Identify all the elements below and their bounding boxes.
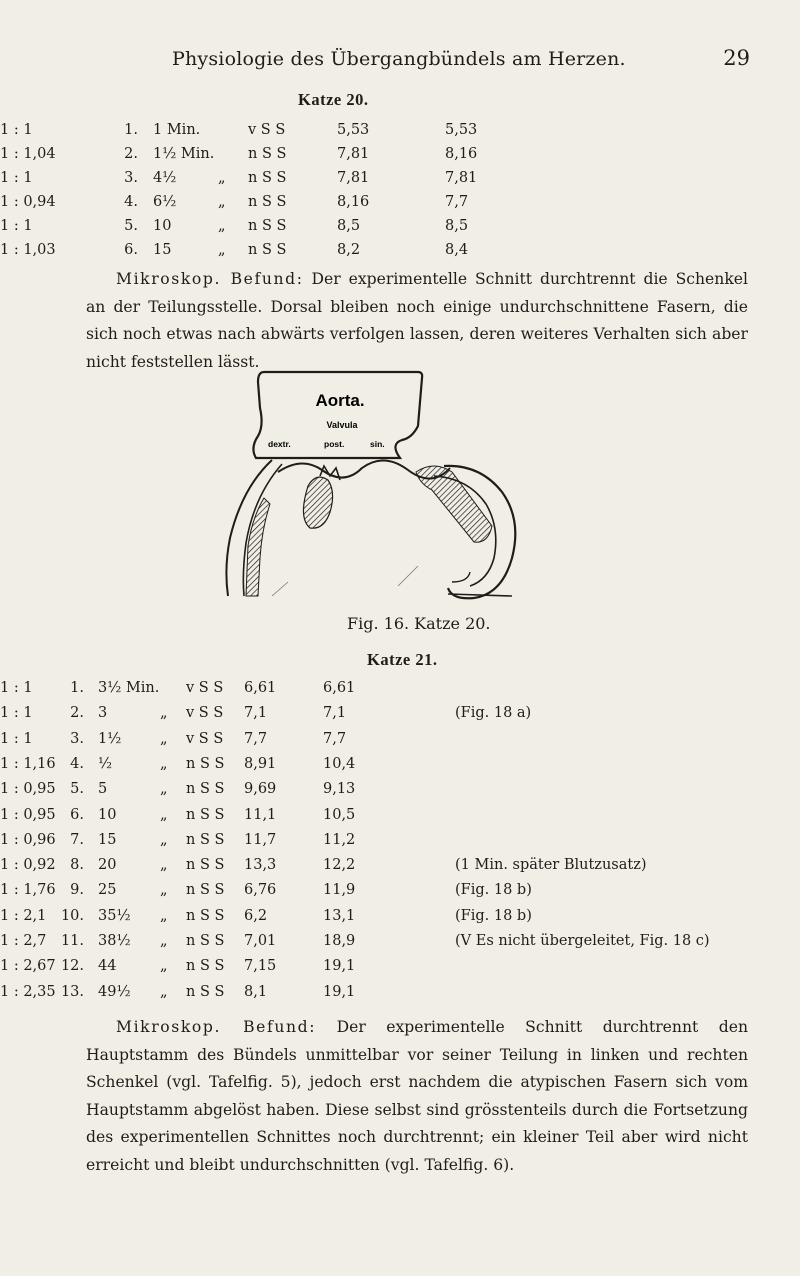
figure-16 bbox=[212, 368, 542, 600]
cell-ratio: 1 : 2,67 bbox=[0, 958, 56, 975]
cell-tu: „ bbox=[160, 806, 168, 823]
cell-ss: n S S bbox=[186, 806, 225, 823]
cell-time: 3 bbox=[98, 705, 108, 722]
cell-ss: n S S bbox=[248, 146, 287, 162]
cell-ratio: 1 : 0,94 bbox=[0, 194, 56, 210]
cell-time: 1 Min. bbox=[153, 122, 201, 138]
table-row bbox=[0, 731, 800, 753]
table-row bbox=[0, 122, 800, 144]
cell-time: 44 bbox=[98, 958, 117, 975]
cell-ss: v S S bbox=[186, 730, 224, 747]
cell-v2: 10,4 bbox=[323, 755, 356, 772]
cell-no: 11. bbox=[60, 933, 84, 949]
label-valvula: Valvula bbox=[326, 420, 358, 430]
cell-time: 3½ Min. bbox=[98, 680, 160, 696]
paragraph-lead: Mikroskop. Befund: bbox=[116, 270, 304, 288]
paragraph-lead: Mikroskop. Befund: bbox=[116, 1018, 317, 1036]
cell-tu: „ bbox=[160, 882, 168, 899]
cell-v1: 13,3 bbox=[244, 857, 277, 874]
cell-ratio: 1 : 0,95 bbox=[0, 806, 56, 823]
cell-time: 38½ bbox=[98, 933, 131, 949]
cell-no: 1. bbox=[70, 680, 84, 696]
cell-ratio: 1 : 1 bbox=[0, 730, 33, 747]
cell-note: (V Es nicht übergeleitet, Fig. 18 c) bbox=[455, 933, 710, 949]
table-row bbox=[0, 933, 800, 955]
table-row bbox=[0, 705, 800, 727]
cell-v1: 7,81 bbox=[337, 170, 370, 186]
cell-tu: „ bbox=[218, 170, 226, 186]
cell-no: 8. bbox=[70, 857, 84, 874]
cell-ratio: 1 : 0,96 bbox=[0, 831, 56, 848]
cell-v1: 5,53 bbox=[337, 122, 370, 138]
cell-v2: 10,5 bbox=[323, 806, 356, 823]
cell-ratio: 1 : 2,1 bbox=[0, 907, 47, 924]
cell-v1: 7,7 bbox=[244, 730, 268, 747]
cell-time: 15 bbox=[153, 242, 172, 258]
cell-v2: 18,9 bbox=[323, 933, 356, 949]
cell-note: (1 Min. später Blutzusatz) bbox=[455, 857, 647, 874]
cell-note: (Fig. 18 b) bbox=[455, 907, 532, 924]
cell-ratio: 1 : 0,92 bbox=[0, 857, 56, 874]
label-aorta: Aorta. bbox=[315, 391, 365, 410]
cell-v2: 8,5 bbox=[445, 218, 469, 234]
cell-no: 2. bbox=[70, 705, 84, 722]
right-hatched-band bbox=[416, 466, 492, 542]
label-post: post. bbox=[324, 439, 345, 449]
cell-tu: „ bbox=[160, 933, 168, 949]
table-row bbox=[0, 146, 800, 168]
cell-ratio: 1 : 2,35 bbox=[0, 983, 56, 1000]
cell-tu: „ bbox=[160, 983, 168, 1000]
cell-tu: „ bbox=[160, 755, 168, 772]
cell-v2: 11,2 bbox=[323, 831, 356, 848]
cell-tu: „ bbox=[160, 907, 168, 924]
table-row bbox=[0, 908, 800, 930]
cell-no: 4. bbox=[124, 194, 138, 210]
cell-tu: „ bbox=[218, 194, 226, 210]
cell-v2: 7,81 bbox=[445, 170, 478, 186]
cell-time: 35½ bbox=[98, 907, 131, 924]
cell-note: (Fig. 18 a) bbox=[455, 705, 532, 722]
cell-v1: 7,01 bbox=[244, 933, 277, 949]
cell-v2: 7,7 bbox=[323, 730, 347, 747]
cell-ss: n S S bbox=[248, 170, 287, 186]
table-row bbox=[0, 170, 800, 192]
faint-line-left bbox=[272, 582, 288, 596]
table-row bbox=[0, 958, 800, 980]
cell-time: 1½ Min. bbox=[153, 146, 215, 162]
cell-v2: 8,16 bbox=[445, 146, 478, 162]
cell-time: ½ bbox=[98, 755, 113, 772]
cell-ss: v S S bbox=[248, 122, 286, 138]
cell-v2: 6,61 bbox=[323, 680, 356, 696]
cell-tu: „ bbox=[218, 218, 226, 234]
cell-no: 5. bbox=[124, 218, 138, 234]
cell-v1: 11,7 bbox=[244, 831, 277, 848]
table-row bbox=[0, 242, 800, 264]
cell-v1: 7,81 bbox=[337, 146, 370, 162]
cell-v2: 7,1 bbox=[323, 705, 347, 722]
cell-tu: „ bbox=[160, 958, 168, 975]
cell-ss: v S S bbox=[186, 680, 224, 696]
cell-v1: 8,5 bbox=[337, 218, 361, 234]
table-row bbox=[0, 882, 800, 904]
right-base-line bbox=[448, 594, 512, 596]
cell-v1: 8,91 bbox=[244, 755, 277, 772]
cell-ss: n S S bbox=[186, 907, 225, 924]
paragraph-befund-2 bbox=[86, 1014, 748, 1179]
cell-v2: 7,7 bbox=[445, 194, 469, 210]
cell-v2: 12,2 bbox=[323, 857, 356, 874]
table-row bbox=[0, 218, 800, 240]
cell-ss: n S S bbox=[186, 933, 225, 949]
table-title-katze-21: Katze 21. bbox=[367, 650, 438, 669]
heart-section-drawing bbox=[212, 368, 542, 600]
right-tail bbox=[452, 572, 470, 582]
running-title: Physiologie des Übergangbündels am Herzen. bbox=[172, 48, 626, 70]
cell-no: 6. bbox=[70, 806, 84, 823]
table-row bbox=[0, 857, 800, 879]
faint-line-mid bbox=[398, 566, 418, 586]
cell-ratio: 1 : 1 bbox=[0, 122, 33, 138]
cell-no: 1. bbox=[124, 122, 138, 138]
cell-no: 2. bbox=[124, 146, 138, 162]
cell-v1: 9,69 bbox=[244, 781, 277, 798]
cell-no: 3. bbox=[124, 170, 138, 186]
cell-time: 5 bbox=[98, 781, 108, 798]
cell-ss: n S S bbox=[186, 831, 225, 848]
running-head bbox=[60, 48, 750, 78]
cell-v1: 8,16 bbox=[337, 194, 370, 210]
cell-ss: n S S bbox=[186, 857, 225, 874]
cell-v2: 19,1 bbox=[323, 958, 356, 975]
cell-v2: 19,1 bbox=[323, 983, 356, 1000]
cell-tu: „ bbox=[160, 705, 168, 722]
cell-time: 10 bbox=[153, 218, 172, 234]
cell-v1: 6,2 bbox=[244, 907, 268, 924]
cell-ratio: 1 : 1 bbox=[0, 680, 33, 696]
cell-ss: n S S bbox=[186, 755, 225, 772]
label-dextr: dextr. bbox=[268, 439, 291, 449]
cell-v2: 11,9 bbox=[323, 882, 356, 899]
cell-v2: 8,4 bbox=[445, 242, 469, 258]
cell-ratio: 1 : 1,76 bbox=[0, 882, 56, 899]
table-row bbox=[0, 807, 800, 829]
table-row bbox=[0, 756, 800, 778]
cell-ss: n S S bbox=[248, 218, 287, 234]
cell-tu: „ bbox=[160, 857, 168, 874]
table-row bbox=[0, 781, 800, 803]
cell-no: 10. bbox=[60, 907, 84, 924]
paragraph-text: Der experimentelle Schnitt durchtrennt den Hauptstamm des Bündels unmittelbar vor seiner Teilung in linken und rechten Schenkel (vgl. Tafelfig. 5), jedoch erst nachdem die atypischen Fasern sich vom Hauptstamm abgelöst haben. Diese selbst sind grösstenteils durch die Fortsetzung des experimentellen Schnittes noch durchtrennt; ein kleiner Teil aber wird nicht erreicht und bleibt undurchschnitten (vgl. Tafelfig. 6). bbox=[86, 1018, 748, 1174]
cell-ratio: 1 : 1 bbox=[0, 218, 33, 234]
cell-no: 3. bbox=[70, 730, 84, 747]
cell-ss: v S S bbox=[186, 705, 224, 722]
cell-v2: 9,13 bbox=[323, 781, 356, 798]
page-number: 29 bbox=[723, 46, 750, 70]
cell-ss: n S S bbox=[248, 242, 287, 258]
cell-ratio: 1 : 0,95 bbox=[0, 781, 56, 798]
cell-ratio: 1 : 1 bbox=[0, 170, 33, 186]
table-row bbox=[0, 984, 800, 1006]
paragraph-text: Der experimentelle Schnitt durchtrennt die Schenkel an der Teilungsstelle. Dorsal bleiben noch einige undurchschnittene Fasern, die sich noch etwas nach abwärts verfolgen lassen, deren weiteres Verhalten sich aber nicht feststellen lässt. bbox=[86, 270, 748, 371]
cell-ss: n S S bbox=[248, 194, 287, 210]
cell-ss: n S S bbox=[186, 781, 225, 798]
cell-time: 10 bbox=[98, 806, 117, 823]
left-hatched-limb bbox=[246, 498, 270, 596]
cell-no: 6. bbox=[124, 242, 138, 258]
table-row bbox=[0, 194, 800, 216]
cell-no: 12. bbox=[60, 958, 84, 975]
cell-time: 20 bbox=[98, 857, 117, 874]
cell-no: 4. bbox=[70, 755, 84, 772]
cell-v1: 6,76 bbox=[244, 882, 277, 899]
cell-time: 49½ bbox=[98, 983, 131, 1000]
cell-v1: 7,15 bbox=[244, 958, 277, 975]
cell-no: 9. bbox=[70, 882, 84, 899]
cell-note: (Fig. 18 b) bbox=[455, 882, 532, 899]
cell-ss: n S S bbox=[186, 958, 225, 975]
cell-ratio: 1 : 1 bbox=[0, 705, 33, 722]
cell-tu: „ bbox=[160, 831, 168, 848]
cell-v1: 6,61 bbox=[244, 680, 277, 696]
cell-ratio: 1 : 1,03 bbox=[0, 242, 56, 258]
cell-time: 4½ bbox=[153, 170, 177, 186]
cell-no: 7. bbox=[70, 831, 84, 848]
cell-v1: 8,1 bbox=[244, 983, 268, 1000]
cell-ratio: 1 : 2,7 bbox=[0, 933, 47, 949]
cell-ratio: 1 : 1,16 bbox=[0, 755, 56, 772]
cell-time: 6½ bbox=[153, 194, 177, 210]
cell-time: 15 bbox=[98, 831, 117, 848]
figure-caption: Fig. 16. Katze 20. bbox=[347, 614, 491, 633]
cell-tu: „ bbox=[160, 730, 168, 747]
label-sin: sin. bbox=[370, 439, 385, 449]
cell-ss: n S S bbox=[186, 983, 225, 1000]
cell-ratio: 1 : 1,04 bbox=[0, 146, 56, 162]
cell-time: 1½ bbox=[98, 730, 122, 747]
cell-v2: 13,1 bbox=[323, 907, 356, 924]
cell-time: 25 bbox=[98, 882, 117, 899]
cell-tu: „ bbox=[218, 242, 226, 258]
cell-v1: 8,2 bbox=[337, 242, 361, 258]
cell-no: 5. bbox=[70, 781, 84, 798]
paragraph-befund-1 bbox=[86, 266, 748, 376]
cell-v2: 5,53 bbox=[445, 122, 478, 138]
table-row bbox=[0, 680, 800, 702]
cell-v1: 11,1 bbox=[244, 806, 277, 823]
cell-no: 13. bbox=[60, 983, 84, 1000]
table-title-katze-20: Katze 20. bbox=[298, 90, 369, 109]
bundle-trunk bbox=[303, 477, 332, 528]
cell-v1: 7,1 bbox=[244, 705, 268, 722]
cell-ss: n S S bbox=[186, 882, 225, 899]
table-row bbox=[0, 832, 800, 854]
cell-tu: „ bbox=[160, 781, 168, 798]
